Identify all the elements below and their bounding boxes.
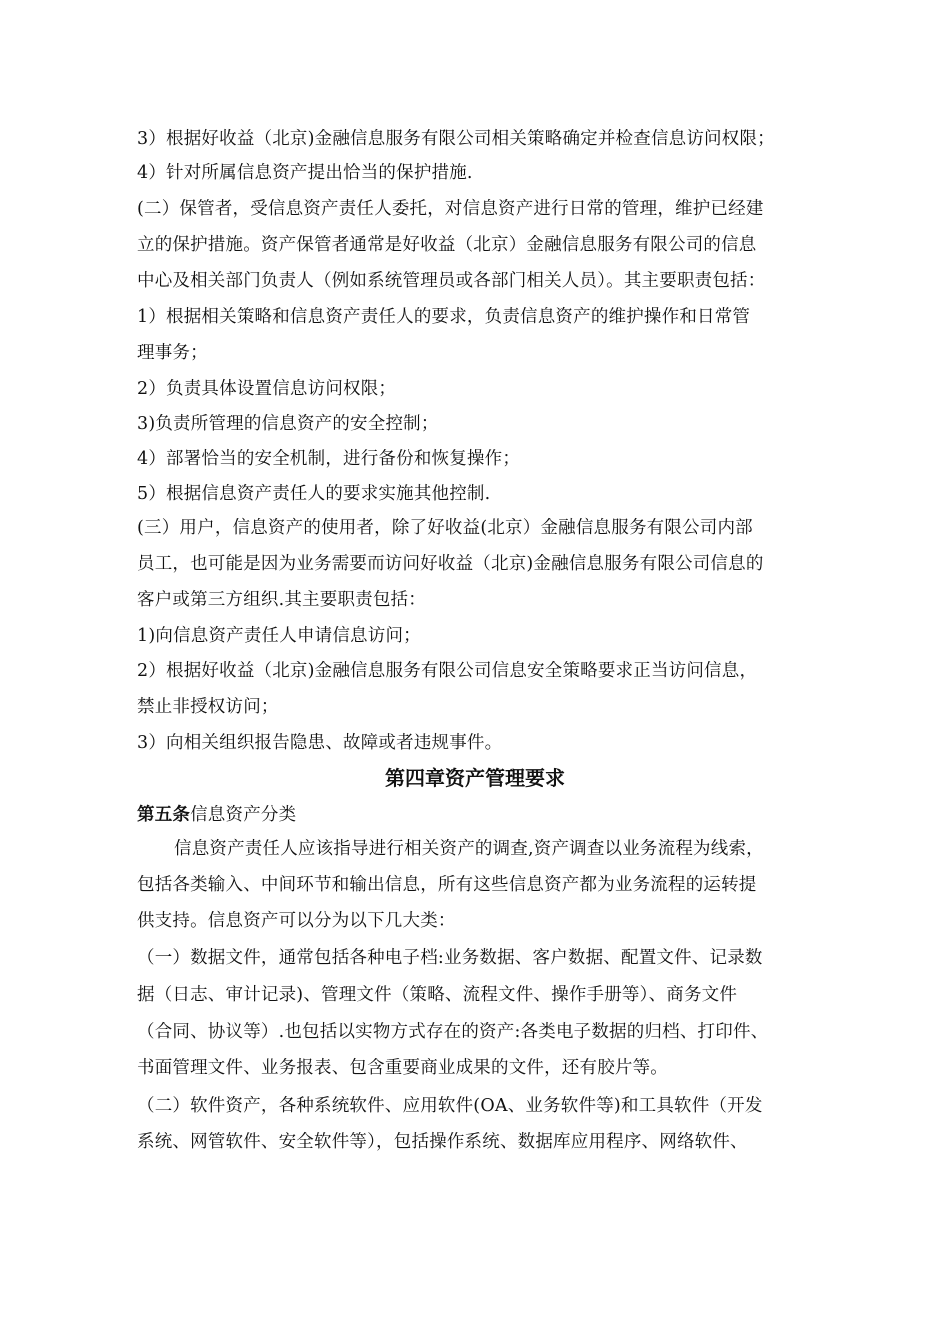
text-line: 员工，也可能是因为业务需要而访问好收益（北京)金融信息服务有限公司信息的	[137, 554, 764, 574]
text-line: 包括各类输入、中间环节和输出信息，所有这些信息资产都为业务流程的运转提	[137, 875, 757, 895]
text-line: 3)负责所管理的信息资产的安全控制；	[137, 414, 439, 434]
text-line: 4）部署恰当的安全机制，进行备份和恢复操作；	[137, 449, 521, 469]
text-line: 4）针对所属信息资产提出恰当的保护措施.	[137, 163, 473, 183]
text-line: 客户或第三方组织.其主要职责包括：	[137, 590, 426, 610]
text-line: (二）保管者，受信息资产责任人委托，对信息资产进行日常的管理，维护已经建	[137, 199, 764, 219]
text-line: （二）软件资产，各种系统软件、应用软件(OA、业务软件等)和工具软件（开发	[137, 1096, 763, 1116]
article-number: 第五条	[137, 805, 191, 825]
text-line: 3）向相关组织报告隐患、故障或者违规事件。	[137, 733, 503, 753]
text-line: 1）根据相关策略和信息资产责任人的要求，负责信息资产的维护操作和日常管	[137, 307, 751, 327]
text-line: 禁止非授权访问；	[137, 697, 279, 717]
text-line: 书面管理文件、业务报表、包含重要商业成果的文件，还有胶片等。	[137, 1058, 668, 1078]
chapter-heading: 第四章资产管理要求	[385, 766, 565, 790]
text-line: 2）根据好收益（北京)金融信息服务有限公司信息安全策略要求正当访问信息，	[137, 661, 758, 681]
text-line: 理事务；	[137, 343, 208, 363]
article-title-line	[137, 803, 827, 827]
text-line: 供支持。信息资产可以分为以下几大类：	[137, 911, 456, 931]
text-line: 系统、网管软件、安全软件等），包括操作系统、数据库应用程序、网络软件、	[137, 1132, 748, 1152]
text-line: (三）用户，信息资产的使用者，除了好收益(北京）金融信息服务有限公司内部	[137, 518, 753, 538]
text-line: 据（日志、审计记录)、管理文件（策略、流程文件、操作手册等）、商务文件	[137, 985, 738, 1005]
text-line: 1)向信息资产责任人申请信息访问；	[137, 626, 421, 646]
paragraph-first-line: 信息资产责任人应该指导进行相关资产的调查,资产调查以业务流程为线索，	[174, 839, 764, 859]
article-title: 信息资产分类	[190, 805, 297, 825]
text-line: 立的保护措施。资产保管者通常是好收益（北京）金融信息服务有限公司的信息	[137, 235, 757, 255]
text-line: （一）数据文件，通常包括各种电子档:业务数据、客户数据、配置文件、记录数	[137, 948, 763, 968]
text-line: 中心及相关部门负责人（例如系统管理员或各部门相关人员）。其主要职责包括：	[137, 271, 766, 291]
text-line: （合同、协议等）.也包括以实物方式存在的资产:各类电子数据的归档、打印件、	[137, 1022, 769, 1042]
text-line: 3）根据好收益（北京)金融信息服务有限公司相关策略确定并检查信息访问权限；	[137, 129, 775, 149]
text-line: 5）根据信息资产责任人的要求实施其他控制.	[137, 484, 491, 504]
text-line: 2）负责具体设置信息访问权限；	[137, 379, 397, 399]
